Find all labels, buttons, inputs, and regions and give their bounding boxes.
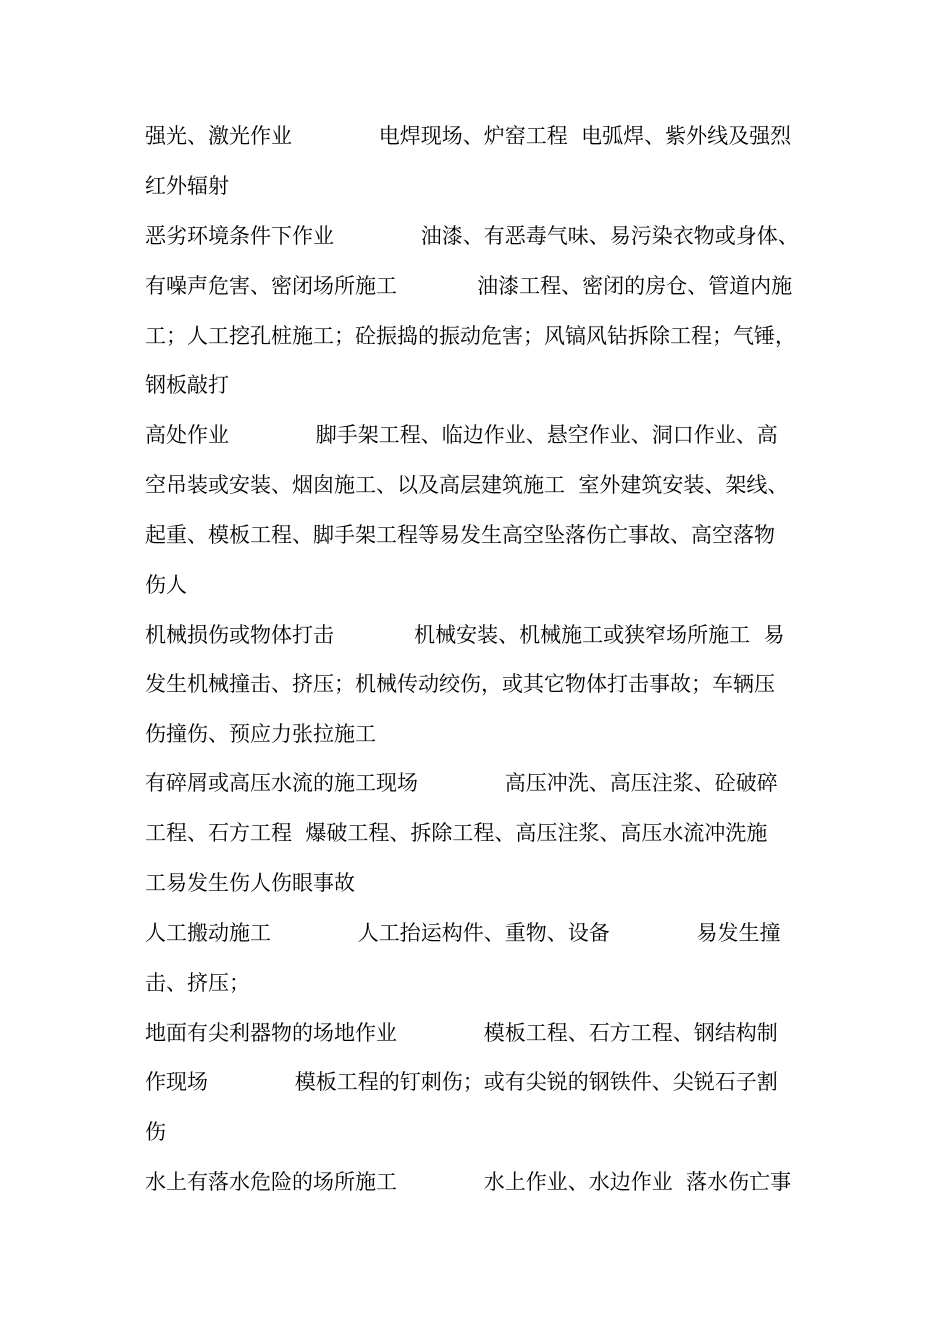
text-line: 机械损伤或物体打击 机械安装、机械施工或狭窄场所施工 易 bbox=[145, 623, 785, 647]
text-line: 伤撞伤、预应力张拉施工 bbox=[145, 722, 376, 746]
text-line: 空吊装或安装、烟囱施工、以及高层建筑施工 室外建筑安装、架线、 bbox=[145, 473, 789, 497]
text-line: 作现场 模板工程的钉刺伤；或有尖锐的钢铁件、尖锐石子割 bbox=[145, 1070, 778, 1094]
text-line: 高处作业 脚手架工程、临边作业、悬空作业、洞口作业、高 bbox=[145, 423, 778, 447]
text-line: 工；人工挖孔桩施工；砼振捣的振动危害；风镐风钻拆除工程；气锤， bbox=[145, 324, 796, 348]
text-line: 强光、激光作业 电焊现场、炉窑工程 电弧焊、紫外线及强烈 bbox=[145, 124, 792, 148]
text-line: 地面有尖利器物的场地作业 模板工程、石方工程、钢结构制 bbox=[145, 1021, 778, 1045]
text-line: 击、挤压； bbox=[145, 971, 250, 995]
text-line: 工程、石方工程 爆破工程、拆除工程、高压注浆、高压水流冲洗施 bbox=[145, 821, 768, 845]
text-line: 人工搬动施工 人工抬运构件、重物、设备 易发生撞 bbox=[145, 921, 781, 945]
text-line: 发生机械撞击、挤压；机械传动绞伤，或其它物体打击事故；车辆压 bbox=[145, 672, 775, 696]
text-line: 工易发生伤人伤眼事故 bbox=[145, 871, 355, 895]
text-line: 恶劣环境条件下作业 油漆、有恶毒气味、易污染衣物或身体、 bbox=[145, 224, 799, 248]
text-line: 起重、模板工程、脚手架工程等易发生高空坠落伤亡事故、高空落物 bbox=[145, 523, 775, 547]
text-line: 有噪声危害、密闭场所施工 油漆工程、密闭的房仓、管道内施 bbox=[145, 274, 793, 298]
text-line: 伤 bbox=[145, 1120, 166, 1144]
text-line: 钢板敲打 bbox=[145, 373, 229, 397]
text-line: 红外辐射 bbox=[145, 174, 229, 198]
text-line: 伤人 bbox=[145, 573, 187, 597]
text-line: 有碎屑或高压水流的施工现场 高压冲洗、高压注浆、砼破碎 bbox=[145, 771, 778, 795]
text-line: 水上有落水危险的场所施工 水上作业、水边作业 落水伤亡事 bbox=[145, 1170, 792, 1194]
